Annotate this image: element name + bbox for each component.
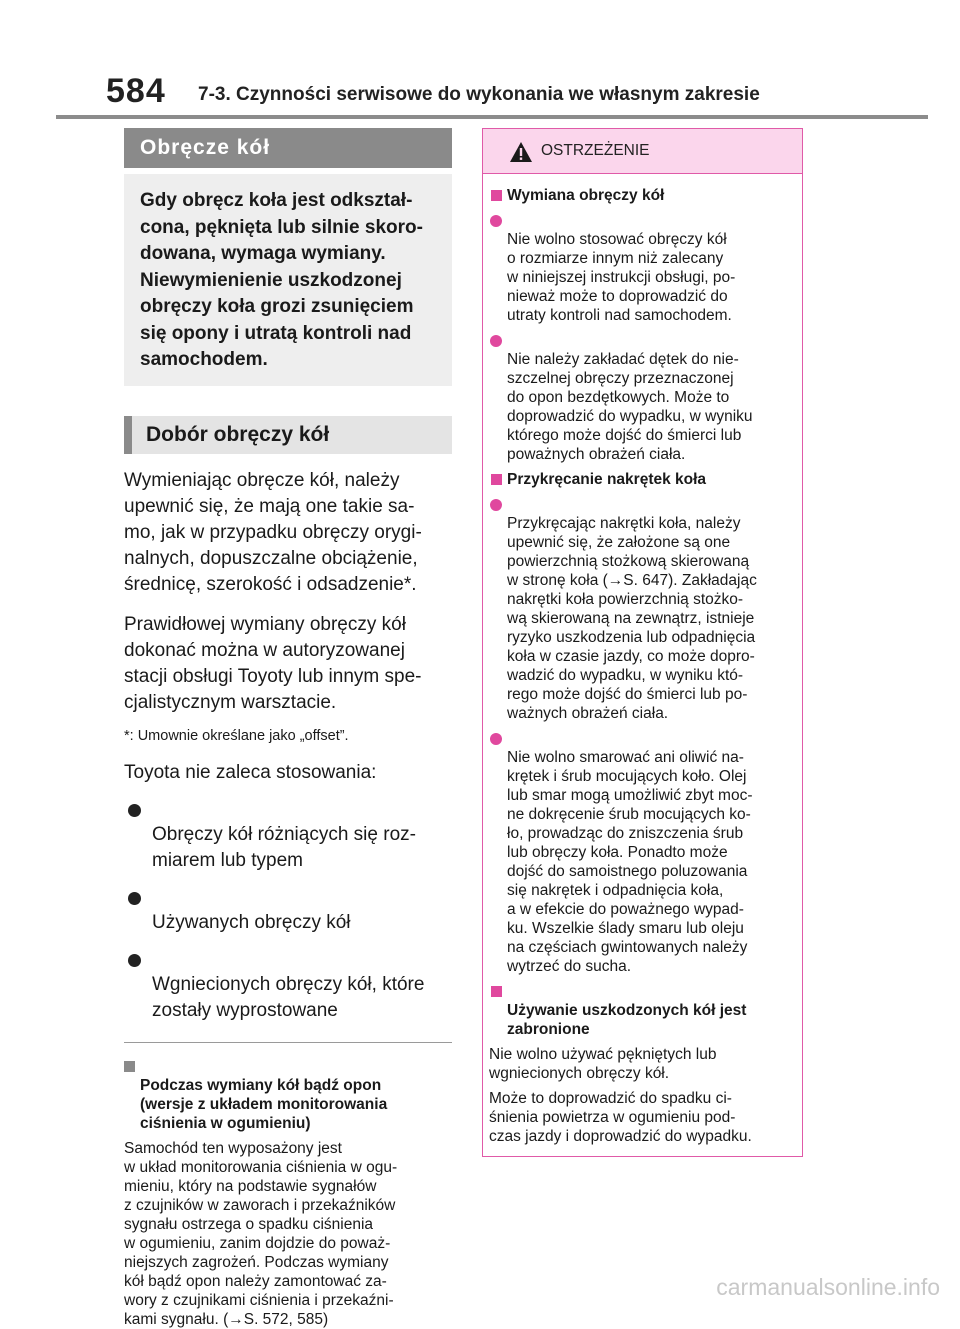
bullet-icon xyxy=(490,499,502,511)
note-heading: Podczas wymiany kół bądź opon (wersje z układem monitorowania ciśnienia w ogumieniu) xyxy=(124,1057,452,1133)
section-title-label: Dobór obręczy kół xyxy=(146,422,330,446)
bullet-icon xyxy=(490,335,502,347)
bullet-icon xyxy=(128,954,141,967)
warning-bullet: Nie należy zakładać dętek do nie- szczelnej obręczy przeznaczonej do opon bezdętkowych. Może to doprowadzić do wypadku, w wyniku którego może dojść do śmierci lub poważnych obrażeń ciała. xyxy=(489,331,794,464)
warning-bullet: Przykręcając nakrętki koła, należy upewnić się, że założone są one powierzchnią stożkową skierowaną w stronę koła (→S. 647). Zakładając nakrętki koła powierzchnią stożko- wą skierowaną na zewnątrz, istnieje ryzyko uszkodzenia lub odpadnięcia koła w czasie jazdy, co może dopro- wadzić do wypadku, w wyniku któ- rego może dojść do śmierci lub po- ważnych obrażeń ciała. xyxy=(489,495,794,723)
warning-box xyxy=(482,128,803,1157)
section-title-wheels: Obręcze kół xyxy=(124,128,452,168)
warning-paragraph: Nie wolno używać pękniętych lub wgniecionych obręczy kół. xyxy=(489,1046,717,1082)
note-divider xyxy=(124,1042,452,1043)
warning-triangle-icon xyxy=(509,141,533,163)
warning-subheading: Wymiana obręczy kół xyxy=(489,186,794,205)
bullet-icon xyxy=(128,892,141,905)
page-number: 584 xyxy=(106,72,166,110)
section-accent xyxy=(124,416,132,454)
bullet-icon xyxy=(128,804,141,817)
intro-box: Gdy obręcz koła jest odkształ- cona, pęknięta lub silnie skoro- dowana, wymaga wymiany. Niewymienienie uszkodzonej obręczy koła grozi zsunięciem się opony i utratą kontroli nad samochodem. xyxy=(124,174,452,386)
warning-subheading: Używanie uszkodzonych kół jest zabronione xyxy=(489,982,794,1039)
warning-paragraph: Może to doprowadzić do spadku ci- śnienia powietrza w ogumieniu pod- czas jazdy i doprowadzić do wypadku. xyxy=(489,1090,752,1145)
warning-bullet: Nie wolno stosować obręczy kół o rozmiarze innym niż zalecany w niniejszej instrukcji obsługi, po- nieważ może to doprowadzić do utraty kontroli nad samochodem. xyxy=(489,211,794,325)
left-column xyxy=(124,128,452,1329)
bullet-icon xyxy=(490,733,502,745)
note-body: Samochód ten wyposażony jest w układ monitorowania ciśnienia w ogu- mieniu, który na podstawie sygnałów z czujników w zaworach i przekaźników sygnału ostrzega o spadku ciśnienia w ogumieniu, zanim dojdzie do poważ- niejszych zagrożeń. Podczas wymiany kół bądź opon należy zamontować za- wory z czujnikami ciśnienia i przekaźni- kami sygnału. (→S. 572, 585) xyxy=(124,1139,398,1328)
bullet-icon xyxy=(490,215,502,227)
list-item: Używanych obręczy kół xyxy=(124,884,452,936)
list-item: Wgniecionych obręczy kół, które zostały wyprostowane xyxy=(124,946,452,1024)
header-divider xyxy=(56,115,928,119)
paragraph-service: Prawidłowej wymiany obręczy kół dokonać można w autoryzowanej stacji obsługi Toyoty lub innym spe- cjalistycznym warsztacie. xyxy=(124,613,422,713)
warning-header xyxy=(483,129,802,174)
warning-content xyxy=(483,174,802,1156)
paragraph-replacement: Wymieniając obręcze kół, należy upewnić się, że mają one takie sa- mo, jak w przypadku obręczy orygi- nalnych, dopuszczalne obciążenie, średnicę, szerokość i odsadzenie*. xyxy=(124,469,422,595)
square-bullet-icon xyxy=(491,190,502,201)
right-column xyxy=(482,128,804,1157)
watermark: carmanualsonline.info xyxy=(716,1274,940,1300)
chapter-title: 7-3. Czynności serwisowe do wykonania we własnym zakresie xyxy=(198,84,760,105)
section-title-wheel-selection xyxy=(124,416,452,454)
list-intro: Toyota nie zaleca stosowania: xyxy=(124,761,377,783)
square-bullet-icon xyxy=(124,1061,135,1072)
square-bullet-icon xyxy=(491,474,502,485)
square-bullet-icon xyxy=(491,986,502,997)
warning-subheading: Przykręcanie nakrętek koła xyxy=(489,470,794,489)
list-item: Obręczy kół różniących się roz- miarem lub typem xyxy=(124,796,452,874)
page-header xyxy=(0,0,960,118)
footnote: *: Umownie określane jako „offset”. xyxy=(124,727,349,744)
warning-title: OSTRZEŻENIE xyxy=(541,142,650,159)
warning-bullet: Nie wolno smarować ani oliwić na- krętek i śrub mocujących koło. Olej lub smar mogą umożliwić zbyt moc- ne dokręcenie śrub mocujących ko- ło, prowadząc do zniszczenia śrub lub obręczy koła. Ponadto może dojść do samoistnego poluzowania się nakrętek i odpadnięcia koła, a w efekcie do poważnego wypad- ku. Wszelkie ślady smaru lub oleju na częściach gwintowanych należy wytrzeć do sucha. xyxy=(489,729,794,976)
